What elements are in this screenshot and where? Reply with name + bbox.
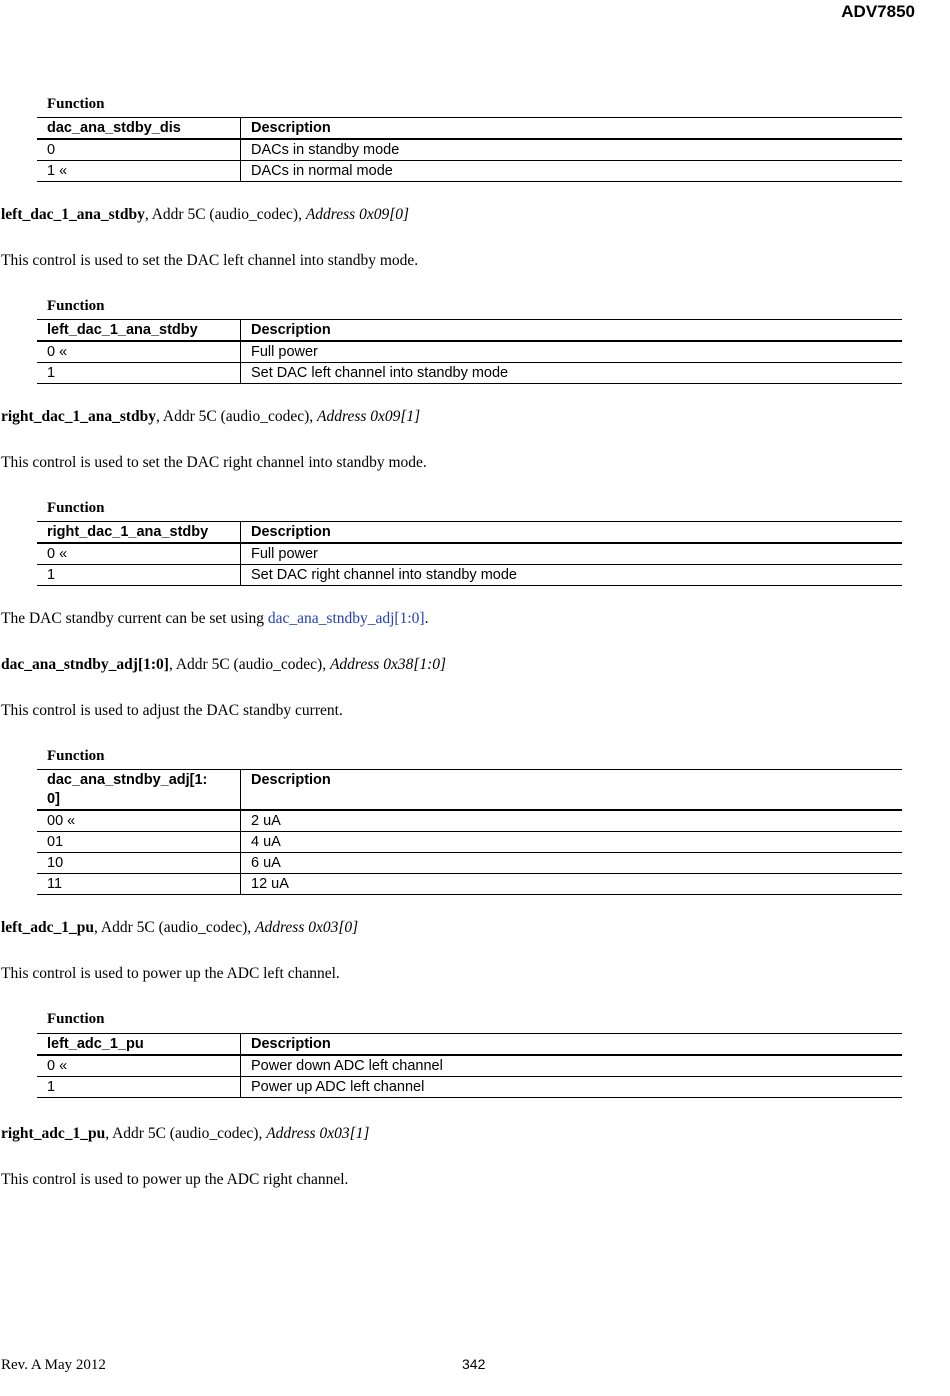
cell-value: 0 «	[37, 341, 241, 363]
column-header-description: Description	[241, 320, 903, 342]
register-heading-right-adc-1-pu	[1, 1125, 369, 1143]
cell-value: 1	[37, 565, 241, 586]
note-suffix: .	[424, 610, 429, 627]
cell-description: Set DAC right channel into standby mode	[241, 565, 903, 586]
function-label: Function	[47, 500, 105, 516]
cell-value: 0 «	[37, 1055, 241, 1077]
function-table-left-adc-1-pu	[37, 1033, 902, 1098]
cell-description: 4 uA	[241, 832, 903, 853]
table-row	[37, 161, 902, 182]
column-header-description: Description	[241, 118, 903, 140]
function-label: Function	[47, 748, 105, 764]
cell-description: 6 uA	[241, 853, 903, 874]
table-row	[37, 810, 902, 832]
function-table-right-dac-1-ana-stdby	[37, 521, 902, 586]
cell-value: 01	[37, 832, 241, 853]
register-address: Address 0x03[1]	[266, 1125, 370, 1142]
register-description: This control is used to set the DAC right channel into standby mode.	[1, 454, 427, 471]
register-addr: , Addr 5C (audio_codec),	[156, 408, 318, 425]
register-addr: , Addr 5C (audio_codec),	[105, 1125, 267, 1142]
register-addr: , Addr 5C (audio_codec),	[168, 656, 330, 673]
column-header-register: left_adc_1_pu	[37, 1034, 241, 1056]
column-header-description: Description	[241, 770, 903, 811]
register-name: left_adc_1_pu	[1, 919, 94, 936]
table-row	[37, 853, 902, 874]
register-name: left_dac_1_ana_stdby	[1, 206, 145, 223]
cell-value: 0	[37, 139, 241, 161]
function-label: Function	[47, 298, 105, 314]
table-row	[37, 874, 902, 895]
column-header-register: dac_ana_stdby_dis	[37, 118, 241, 140]
table-row	[37, 1077, 902, 1098]
cell-description: Set DAC left channel into standby mode	[241, 363, 903, 384]
register-addr: , Addr 5C (audio_codec),	[94, 919, 255, 936]
table-row	[37, 832, 902, 853]
table-row	[37, 1055, 902, 1077]
cell-description: DACs in standby mode	[241, 139, 903, 161]
register-address: Address 0x38[1:0]	[329, 656, 447, 673]
register-heading-right-dac-1-ana-stdby	[1, 408, 420, 426]
register-name: right_adc_1_pu	[1, 1125, 106, 1142]
cell-value: 1 «	[37, 161, 241, 182]
register-address: Address 0x03[0]	[255, 919, 359, 936]
table-row	[37, 363, 902, 384]
header-line: 0]	[47, 791, 60, 807]
document-title: ADV7850	[841, 2, 915, 21]
revision-date: Rev. A May 2012	[1, 1357, 106, 1373]
cell-description: 12 uA	[241, 874, 903, 895]
function-table-dac-ana-stndby-adj	[37, 769, 902, 895]
column-header-description: Description	[241, 1034, 903, 1056]
column-header-register: left_dac_1_ana_stdby	[37, 320, 241, 342]
column-header-register	[37, 770, 241, 811]
register-heading-left-adc-1-pu	[1, 919, 358, 937]
cell-description: Power up ADC left channel	[241, 1077, 903, 1098]
page-number: 342	[462, 1356, 486, 1372]
table-row	[37, 543, 902, 565]
register-description: This control is used to adjust the DAC standby current.	[1, 702, 343, 719]
cell-description: Full power	[241, 543, 903, 565]
register-description: This control is used to set the DAC left channel into standby mode.	[1, 252, 419, 269]
note-text: The DAC standby current can be set using	[1, 610, 268, 627]
table-row	[37, 139, 902, 161]
cell-description: 2 uA	[241, 810, 903, 832]
register-heading-dac-ana-stndby-adj	[1, 656, 446, 674]
column-header-register: right_dac_1_ana_stdby	[37, 522, 241, 544]
cell-value: 0 «	[37, 543, 241, 565]
register-name: dac_ana_stndby_adj[1:0]	[1, 656, 169, 673]
cell-value: 1	[37, 1077, 241, 1098]
cell-description: DACs in normal mode	[241, 161, 903, 182]
standby-current-note	[1, 610, 428, 628]
cell-value: 11	[37, 874, 241, 895]
function-table-dac-ana-stdby-dis	[37, 117, 902, 182]
register-heading-left-dac-1-ana-stdby	[1, 206, 409, 224]
function-label: Function	[47, 96, 105, 112]
cell-description: Power down ADC left channel	[241, 1055, 903, 1077]
register-description: This control is used to power up the ADC right channel.	[1, 1171, 349, 1188]
register-description: This control is used to power up the ADC left channel.	[1, 965, 340, 982]
cell-description: Full power	[241, 341, 903, 363]
header-line: dac_ana_stndby_adj[1:	[47, 772, 208, 788]
table-row	[37, 341, 902, 363]
table-row	[37, 565, 902, 586]
dac-ana-stndby-adj-link[interactable]: dac_ana_stndby_adj[1:0]	[267, 610, 425, 627]
cell-value: 1	[37, 363, 241, 384]
register-name: right_dac_1_ana_stdby	[1, 408, 157, 425]
function-label: Function	[47, 1011, 105, 1027]
column-header-description: Description	[241, 522, 903, 544]
cell-value: 10	[37, 853, 241, 874]
cell-value: 00 «	[37, 810, 241, 832]
register-address: Address 0x09[0]	[305, 206, 410, 223]
register-addr: , Addr 5C (audio_codec),	[144, 206, 306, 223]
register-address: Address 0x09[1]	[317, 408, 421, 425]
function-table-left-dac-1-ana-stdby	[37, 319, 902, 384]
